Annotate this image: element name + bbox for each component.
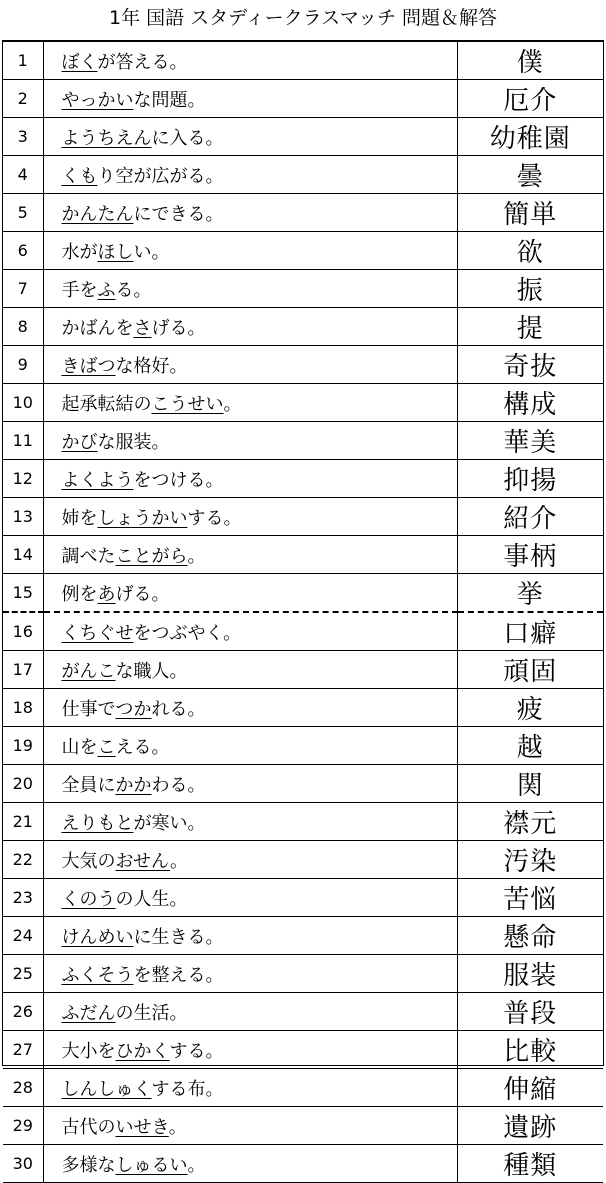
table-row: [3, 346, 603, 384]
table-row: [3, 536, 603, 574]
table-row: [3, 1069, 603, 1107]
question-text-before: 全員に: [61, 774, 116, 796]
underlined-reading: けんめい: [61, 926, 134, 948]
table-row: [3, 460, 603, 498]
question-number: 21: [3, 803, 43, 841]
question-sentence: [43, 156, 457, 194]
question-text-before: 手を: [61, 279, 98, 301]
underlined-reading: こ: [97, 736, 116, 758]
question-sentence: [43, 118, 457, 156]
question-sentence: [43, 803, 457, 841]
question-text-after: に生きる。: [133, 926, 224, 948]
question-text-after: が寒い。: [133, 812, 206, 834]
question-text-after: 。: [187, 545, 206, 567]
question-sentence: [43, 879, 457, 917]
table-row: [3, 955, 603, 993]
question-number: 3: [3, 118, 43, 156]
answer-kanji: 汚染: [457, 841, 603, 879]
underlined-reading: かか: [115, 774, 152, 796]
underlined-reading: ようちえん: [61, 127, 152, 149]
question-number: 13: [3, 498, 43, 536]
underlined-reading: ふ: [97, 279, 116, 301]
question-number: 8: [3, 308, 43, 346]
question-sentence: [43, 993, 457, 1031]
question-text-after: わる。: [151, 774, 206, 796]
question-text-after: える。: [115, 736, 170, 758]
question-sentence: [43, 308, 457, 346]
question-number: 26: [3, 993, 43, 1031]
table-row: [3, 765, 603, 803]
question-text-after: する。: [187, 507, 242, 529]
question-sentence: [43, 346, 457, 384]
question-text-after: り空が広がる。: [97, 165, 224, 187]
answer-kanji: 振: [457, 270, 603, 308]
table-row: [3, 498, 603, 536]
underlined-reading: きばつ: [61, 355, 116, 377]
question-text-after: をつぶやく。: [133, 622, 242, 644]
table-row: [3, 879, 603, 917]
question-text-after: な格好。: [115, 355, 188, 377]
table-row: [3, 194, 603, 232]
table-row: [3, 270, 603, 308]
question-text-after: をつける。: [133, 469, 224, 491]
answer-kanji: 曇: [457, 156, 603, 194]
question-number: 6: [3, 232, 43, 270]
qa-table: [3, 42, 603, 1183]
question-text-after: 。: [168, 1116, 187, 1138]
table-row: [3, 1031, 603, 1069]
question-text-before: かばんを: [61, 317, 134, 339]
underlined-reading: ことがら: [115, 545, 188, 567]
question-text-after: な問題。: [133, 89, 206, 111]
table-body: [3, 42, 603, 1183]
answer-kanji: 頑固: [457, 651, 603, 689]
table-row: [3, 727, 603, 765]
question-sentence: [43, 689, 457, 727]
question-number: 10: [3, 384, 43, 422]
question-text-after: げる。: [115, 583, 170, 605]
question-text-before: 姉を: [61, 507, 98, 529]
underlined-reading: こうせい: [151, 393, 224, 415]
question-number: 2: [3, 80, 43, 118]
underlined-reading: ほし: [97, 241, 134, 263]
question-number: 11: [3, 422, 43, 460]
question-text-before: 山を: [61, 736, 98, 758]
question-text-after: れる。: [151, 698, 206, 720]
question-sentence: [43, 80, 457, 118]
question-sentence: [43, 841, 457, 879]
question-sentence: [43, 1031, 457, 1069]
page-title: 1年 国語 スタディークラスマッチ 問題＆解答: [109, 7, 497, 29]
table-row: [3, 232, 603, 270]
answer-kanji: 欲: [457, 232, 603, 270]
table-row: [3, 1107, 603, 1145]
question-number: 18: [3, 689, 43, 727]
question-sentence: [43, 194, 457, 232]
question-sentence: [43, 42, 457, 80]
question-number: 12: [3, 460, 43, 498]
answer-kanji: 比較: [457, 1031, 603, 1069]
table-row: [3, 422, 603, 460]
question-number: 25: [3, 955, 43, 993]
underlined-reading: よくよう: [61, 469, 134, 491]
table-row: [3, 1145, 603, 1183]
answer-kanji: 奇抜: [457, 346, 603, 384]
question-answer-table: [2, 40, 604, 1181]
underlined-reading: かび: [61, 431, 98, 453]
question-sentence: [43, 1107, 457, 1145]
table-row: [3, 993, 603, 1031]
table-row: [3, 80, 603, 118]
question-text-after: を整える。: [133, 964, 224, 986]
question-sentence: [43, 574, 457, 613]
question-text-before: 例を: [61, 583, 98, 605]
question-text-after: に入る。: [151, 127, 224, 149]
answer-kanji: 苦悩: [457, 879, 603, 917]
question-sentence: [43, 612, 457, 651]
table-row: [3, 803, 603, 841]
answer-kanji: 厄介: [457, 80, 603, 118]
question-number: 5: [3, 194, 43, 232]
question-text-after: な職人。: [115, 660, 188, 682]
question-sentence: [43, 765, 457, 803]
answer-kanji: 口癖: [457, 612, 603, 651]
answer-kanji: 提: [457, 308, 603, 346]
question-number: 15: [3, 574, 43, 613]
question-text-after: が答える。: [97, 51, 188, 73]
underlined-reading: おせん: [115, 850, 171, 872]
answer-kanji: 構成: [457, 384, 603, 422]
underlined-reading: ひかく: [115, 1040, 170, 1062]
question-text-after: する布。: [151, 1078, 224, 1100]
question-text-before: 古代の: [61, 1116, 116, 1138]
table-row: [3, 156, 603, 194]
question-sentence: [43, 384, 457, 422]
answer-kanji: 関: [457, 765, 603, 803]
question-text-after: い。: [133, 241, 170, 263]
question-number: 19: [3, 727, 43, 765]
question-text-after: げる。: [151, 317, 206, 339]
question-number: 27: [3, 1031, 43, 1069]
question-number: 28: [3, 1069, 43, 1107]
answer-kanji: 事柄: [457, 536, 603, 574]
question-number: 29: [3, 1107, 43, 1145]
underlined-reading: しゅるい: [115, 1154, 188, 1176]
question-sentence: [43, 1069, 457, 1107]
question-sentence: [43, 1145, 457, 1183]
question-sentence: [43, 232, 457, 270]
table-row: [3, 689, 603, 727]
question-text-before: 調べた: [61, 545, 116, 567]
question-text-before: 大小を: [61, 1040, 116, 1062]
answer-kanji: 抑揚: [457, 460, 603, 498]
answer-kanji: 越: [457, 727, 603, 765]
question-number: 7: [3, 270, 43, 308]
question-number: 24: [3, 917, 43, 955]
answer-kanji: 僕: [457, 42, 603, 80]
underlined-reading: やっかい: [61, 89, 134, 111]
question-text-after: 。: [223, 393, 242, 415]
question-text-before: 起承転結の: [61, 393, 152, 415]
question-number: 23: [3, 879, 43, 917]
question-text-after: 。: [170, 850, 189, 872]
question-text-after: の生活。: [115, 1002, 188, 1024]
question-text-after: にできる。: [133, 203, 224, 225]
table-row: [3, 841, 603, 879]
question-sentence: [43, 536, 457, 574]
underlined-reading: くのう: [61, 888, 116, 910]
table-row: [3, 308, 603, 346]
question-number: 16: [3, 612, 43, 651]
question-number: 4: [3, 156, 43, 194]
answer-kanji: 普段: [457, 993, 603, 1031]
underlined-reading: あ: [97, 583, 116, 605]
answer-kanji: 簡単: [457, 194, 603, 232]
underlined-reading: ふくそう: [61, 964, 134, 986]
underlined-reading: えりもと: [61, 812, 134, 834]
answer-kanji: 疲: [457, 689, 603, 727]
question-text-before: 仕事で: [61, 698, 116, 720]
question-number: 9: [3, 346, 43, 384]
answer-kanji: 種類: [457, 1145, 603, 1183]
underlined-reading: くも: [61, 165, 98, 187]
underlined-reading: しんしゅく: [61, 1078, 152, 1100]
answer-kanji: 伸縮: [457, 1069, 603, 1107]
answer-kanji: 遺跡: [457, 1107, 603, 1145]
question-sentence: [43, 498, 457, 536]
question-sentence: [43, 651, 457, 689]
question-text-after: する。: [169, 1040, 224, 1062]
underlined-reading: ふだん: [61, 1002, 116, 1024]
underlined-reading: ぼく: [61, 51, 98, 73]
question-text-before: 水が: [61, 241, 98, 263]
underlined-reading: さ: [133, 317, 152, 339]
table-row: [3, 42, 603, 80]
answer-kanji: 挙: [457, 574, 603, 613]
question-number: 22: [3, 841, 43, 879]
question-text-after: 。: [187, 1154, 206, 1176]
table-row: [3, 574, 603, 613]
question-sentence: [43, 270, 457, 308]
answer-kanji: 懸命: [457, 917, 603, 955]
answer-kanji: 紹介: [457, 498, 603, 536]
underlined-reading: しょうかい: [97, 507, 188, 529]
question-number: 14: [3, 536, 43, 574]
answer-kanji: 幼稚園: [457, 118, 603, 156]
question-text-before: 大気の: [61, 850, 116, 872]
question-text-after: の人生。: [115, 888, 188, 910]
question-sentence: [43, 917, 457, 955]
answer-kanji: 華美: [457, 422, 603, 460]
question-number: 1: [3, 42, 43, 80]
table-row: [3, 384, 603, 422]
question-sentence: [43, 727, 457, 765]
underlined-reading: つか: [115, 698, 152, 720]
underlined-reading: くちぐせ: [61, 622, 134, 644]
table-row: [3, 917, 603, 955]
underlined-reading: いせき: [115, 1116, 169, 1138]
question-number: 30: [3, 1145, 43, 1183]
question-number: 17: [3, 651, 43, 689]
question-sentence: [43, 955, 457, 993]
question-number: 20: [3, 765, 43, 803]
underlined-reading: かんたん: [61, 203, 134, 225]
answer-kanji: 襟元: [457, 803, 603, 841]
question-text-after: る。: [115, 279, 152, 301]
question-text-after: な服装。: [97, 431, 170, 453]
table-row: [3, 118, 603, 156]
question-text-before: 多様な: [61, 1154, 116, 1176]
answer-kanji: 服装: [457, 955, 603, 993]
table-row: [3, 612, 603, 651]
underlined-reading: がんこ: [61, 660, 116, 682]
question-sentence: [43, 422, 457, 460]
table-row: [3, 651, 603, 689]
question-sentence: [43, 460, 457, 498]
